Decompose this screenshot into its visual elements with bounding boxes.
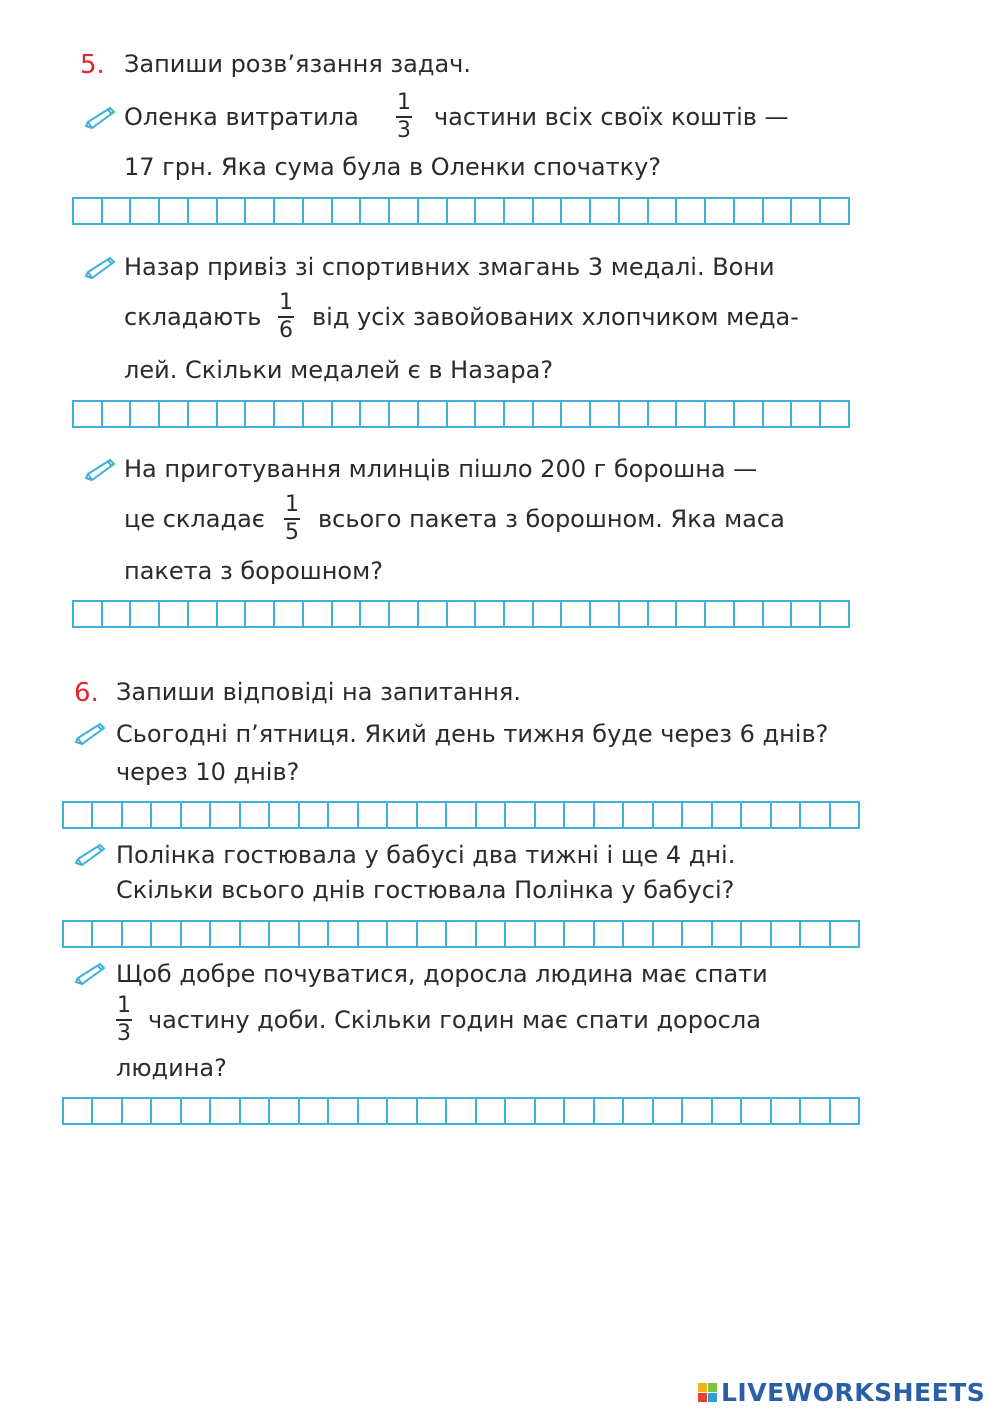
task-6-1-line2: через 10 днів? <box>116 758 300 786</box>
fraction-numerator: 1 <box>285 492 299 517</box>
pencil-icon <box>74 843 108 867</box>
answer-grid-6-1[interactable] <box>62 801 860 829</box>
answer-grid-5-2[interactable] <box>72 400 850 428</box>
answer-grid-6-3[interactable] <box>62 1097 860 1125</box>
task-6-3-line2-after: частину доби. Скільки годин має спати доросла <box>148 1006 761 1034</box>
task-5-2-line3: лей. Скільки медалей є в Назара? <box>124 356 554 384</box>
pencil-icon <box>84 256 118 280</box>
task-5-3-line3: пакета з борошном? <box>124 557 383 585</box>
fraction-denominator: 5 <box>285 520 299 545</box>
task-5-3-line2-before: це складає <box>124 505 265 533</box>
task-5-1-line1-after: частини всіх своїх коштів — <box>434 103 789 131</box>
task-5-2-line2-after: від усіх завойованих хлопчиком меда- <box>312 303 799 331</box>
section-6-heading: Запиши відповіді на запитання. <box>116 678 521 706</box>
fraction-denominator: 3 <box>397 118 411 143</box>
section-5-number: 5. <box>80 50 105 80</box>
fraction-numerator: 1 <box>117 993 131 1018</box>
fraction-numerator: 1 <box>397 90 411 115</box>
liveworksheets-logo[interactable] <box>698 1378 985 1407</box>
task-5-1-line1-before: Оленка витратила <box>124 103 359 131</box>
pencil-icon <box>84 458 118 482</box>
answer-grid-5-1[interactable] <box>72 197 850 225</box>
liveworksheets-logo-text: LIVEWORKSHEETS <box>721 1378 986 1407</box>
pencil-icon <box>74 962 108 986</box>
task-5-2-line2-before: складають <box>124 303 262 331</box>
section-5-heading: Запиши розв’язання задач. <box>124 50 471 78</box>
task-5-1-fraction <box>396 91 412 143</box>
task-6-3-line1: Щоб добре почуватися, доросла людина має спати <box>116 960 768 988</box>
task-6-2-line2: Скільки всього днів гостювала Полінка у бабусі? <box>116 876 735 904</box>
task-5-2-fraction <box>278 291 294 343</box>
pencil-icon <box>74 722 108 746</box>
task-5-1-line2: 17 грн. Яка сума була в Оленки спочатку? <box>124 153 662 181</box>
section-6-number: 6. <box>74 678 99 708</box>
task-5-3-line1: На приготування млинців пішло 200 г борошна — <box>124 455 758 483</box>
task-6-3-line3: людина? <box>116 1054 227 1082</box>
fraction-denominator: 3 <box>117 1021 131 1046</box>
task-5-2-line1: Назар привіз зі спортивних змагань 3 медалі. Вони <box>124 253 775 281</box>
task-6-2-line1: Полінка гостювала у бабусі два тижні і ще 4 дні. <box>116 841 736 869</box>
liveworksheets-logo-icon <box>698 1383 717 1402</box>
task-6-1-line1: Сьогодні п’ятниця. Який день тижня буде через 6 днів? <box>116 720 829 748</box>
answer-grid-5-3[interactable] <box>72 600 850 628</box>
answer-grid-6-2[interactable] <box>62 920 860 948</box>
task-6-3-fraction <box>116 994 132 1046</box>
fraction-numerator: 1 <box>279 290 293 315</box>
pencil-icon <box>84 106 118 130</box>
task-5-3-line2-after: всього пакета з борошном. Яка маса <box>318 505 785 533</box>
fraction-denominator: 6 <box>279 318 293 343</box>
task-5-3-fraction <box>284 493 300 545</box>
